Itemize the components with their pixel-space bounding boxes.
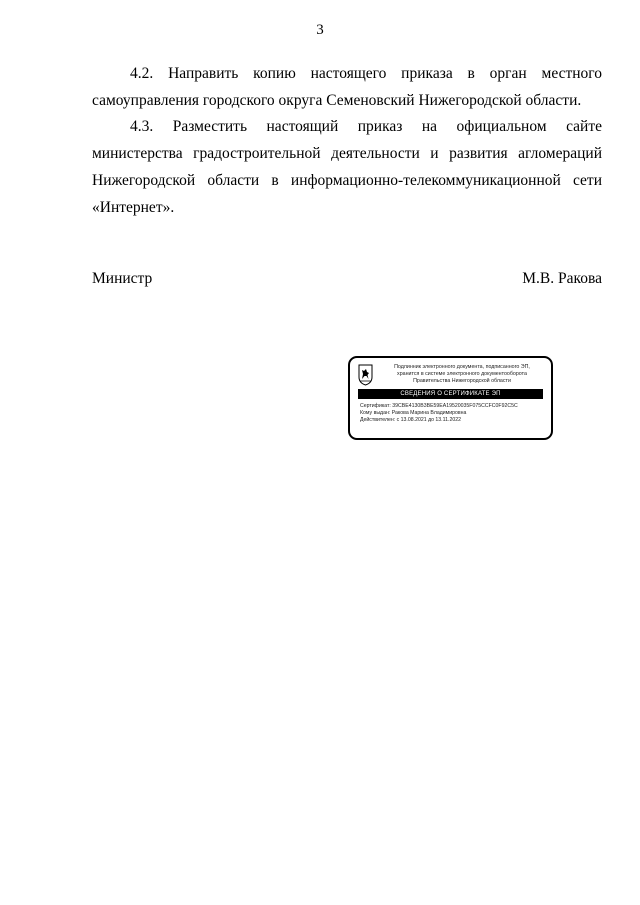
certificate-row [360,403,548,410]
stamp-details [360,403,548,424]
paragraph-text: Направить копию настоящего приказа в орган местного самоуправления городского округа Семеновский Нижегородской области. [92,65,602,109]
stamp-certificate-title: СВЕДЕНИЯ О СЕРТИФИКАТЕ ЭП [358,389,543,399]
validity-value: с 13.08.2021 до 13.11.2022 [396,417,461,423]
paragraph-number: 4.3. [130,118,154,135]
electronic-signature-stamp [348,356,553,440]
page-number: 3 [316,22,324,38]
signer-name: М.В. Ракова [522,270,602,287]
stamp-header-line: хранится в системе электронного документооборота [397,370,527,377]
stamp-header-line: Подлинник электронного документа, подписанного ЭП, [394,364,530,370]
paragraph-4-3 [92,113,602,221]
validity-row [360,417,548,424]
paragraph-text: Разместить настоящий приказ на официальном сайте министерства градостроительной деятельности и развития агломераций Нижегородской области в информационно-телекоммуникационной сети «Интернет». [92,118,602,216]
certificate-value: 39CBE4130B3BE59EA19520035F075CCFC0F92C5C [392,403,518,409]
signer-position: Министр [92,270,153,287]
stamp-header [374,364,550,384]
issued-to-row [360,410,548,417]
signature-block [92,270,602,288]
issued-to-value: Ракова Марина Владимировна [391,410,467,416]
stamp-header-line: Правительства Нижегородской области [413,377,511,384]
nizhny-novgorod-coat-of-arms-icon [358,364,373,386]
paragraph-4-2 [92,60,602,114]
certificate-label: Сертификат: [360,403,391,409]
validity-label: Действителен: [360,417,396,423]
paragraph-number: 4.2. [130,65,154,82]
issued-to-label: Кому выдан: [360,410,391,416]
